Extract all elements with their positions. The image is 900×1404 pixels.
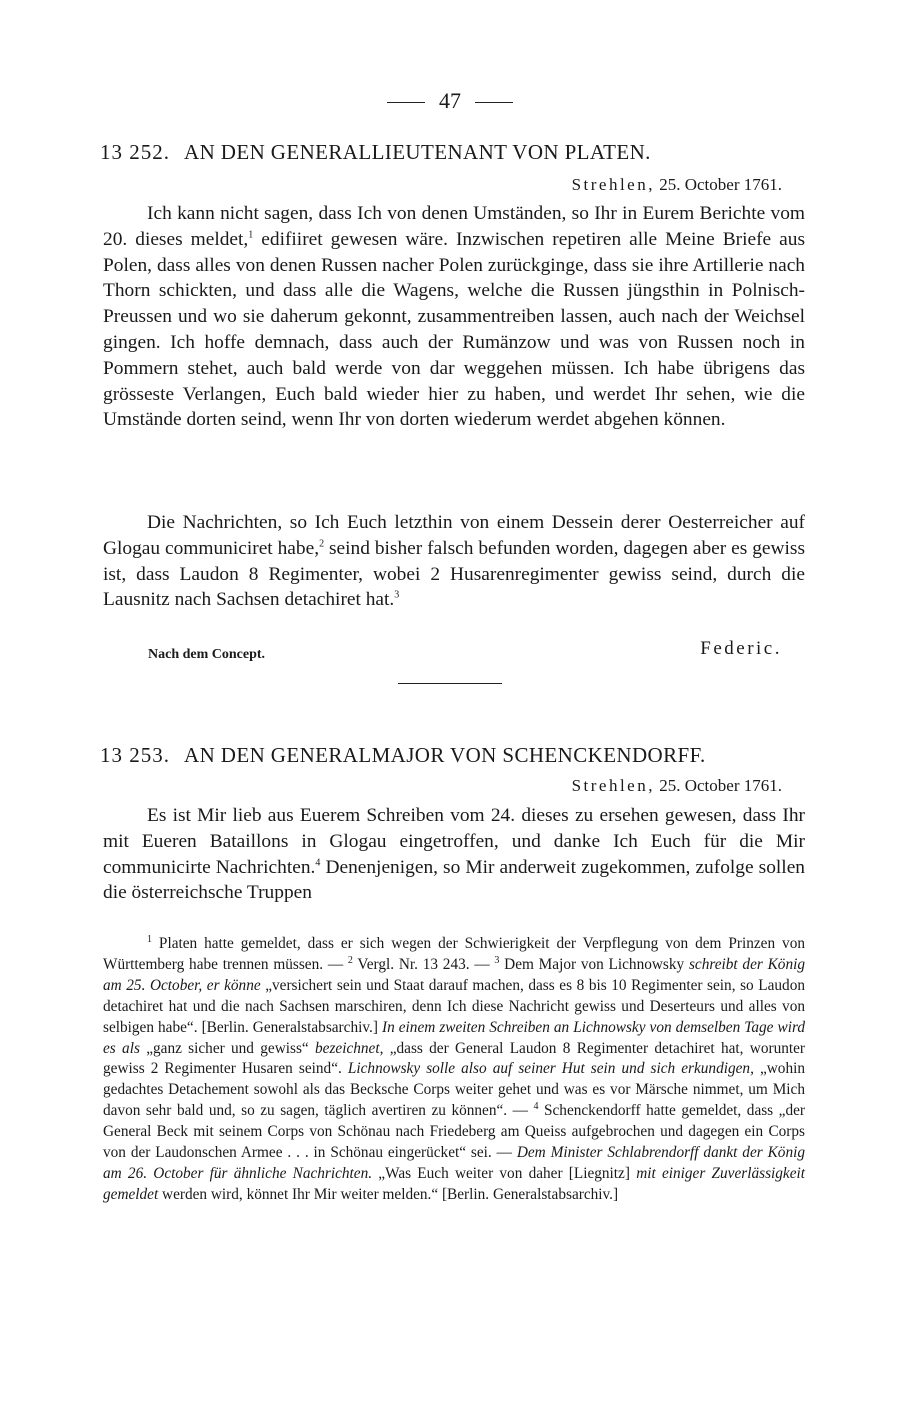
footnote-ref: 2 bbox=[319, 538, 325, 550]
date-place: Strehlen, bbox=[571, 776, 655, 795]
source-note: Nach dem Concept. bbox=[148, 647, 266, 662]
section-divider bbox=[398, 683, 502, 684]
dash-left bbox=[387, 102, 425, 103]
letter-recipient: AN DEN GENERALMAJOR VON SCHENCKENDORFF. bbox=[184, 743, 706, 767]
footnote-number: 3 bbox=[494, 954, 500, 966]
date-value: 25. October 1761. bbox=[659, 776, 782, 795]
letter-heading-2 bbox=[100, 743, 805, 768]
letter-body-paragraph: Ich kann nicht sagen, dass Ich von denen Umständen, so Ihr in Eurem Berichte vom 20. dieses meldet,$^1$ edifiiret gewesen wäre. Inzwischen repetiren alle Meine Briefe aus Polen, dass alles von denen Russen nacher Polen zurückginge, dass sie ihre Artillerie nach Thorn schickten, und dass alle die Wagens, welche die Russen jüngsthin in Polnisch-Preussen und wo sie daherum gekonnt, zusammentreiben lassen, auch nach der Weichsel gingen. Ich hoffe demnach, dass auch der Rumänzow und was von Russen noch in Pommern stehet, auch bald werde von dar weggehen müssen. Ich habe übrigens das grösseste Verlangen, Euch bald wieder hier zu haben, und werdet Ihr sehen, wie die Umstände dorten seind, wenn Ihr von dorten wiederum werdet abgehen können. bbox=[103, 203, 805, 431]
footnote-number: 2 bbox=[347, 954, 353, 966]
date-value: 25. October 1761. bbox=[659, 175, 782, 194]
footnotes: $^1$ Platen hatte gemeldet, dass er sich wegen der Schwierigkeit der Verpflegung von dem Prinzen von Württemberg habe trennen müssen. — $^2$ Vergl. Nr. 13 243. — $^3$ Dem Major von Lichnowsky schreibt der König am 25. October, er könne „versichert sein und Staat darauf machen, dass es 8 bis 10 Regimenter sein, so Laudon detachiret hat und die nach Sachsen marschiren, denn Ich diese Nachricht gewiss und Deserteurs und alles von selbigen habe“. [Berlin. Generalstabsarchiv.] In einem zweiten Schreiben an Lichnowsky von demselben Tage wird es als „ganz sicher und gewiss“ bezeichnet, „dass der General Laudon 8 Regimenter detachiret hat, worunter gewiss 2 Regimenter Husaren seind“. Lichnowsky solle also auf seiner Hut sein und sich erkundigen, „wohin gedachtes Detachement sowohl als das Becksche Corps weiter gehet und was es vor Märsche nimmet, um Mich davon sehr bald und, so zu sagen, täglich avertiren zu können“. — $^4$ Schenckendorff hatte gemeldet, dass „der General Beck mit seinem Corps von Schönau nach Friedeberg am Queiss aufgebrochen und dagegen ein Corps von der Laudonschen Armee . . . in Schönau eingerücket“ sei. — Dem Minister Schlabrendorff dankt der König am 26. October für ähnliche Nachrichten. „Was Euch weiter von daher [Liegnitz] mit einiger Zuverlässigkeit gemeldet werden wird, könnet Ihr Mir weiter melden.“ [Berlin. Generalstabsarchiv.] bbox=[103, 933, 806, 1203]
footnote-ref: 3 bbox=[394, 589, 400, 601]
letter-body-paragraph: Es ist Mir lieb aus Euerem Schreiben vom 24. dieses zu ersehen gewesen, dass Ihr mit Eueren Bataillons in Glogau eingetroffen, und danke Ich Euch für die Mir communicirte Nachrichten.$^4$ Denenjenigen, so Mir anderweit zugekommen, zufolge sollen die österreichsche Truppen bbox=[103, 805, 805, 904]
footnote-ref: 1 bbox=[248, 229, 254, 241]
letter-number: 13 252. bbox=[100, 140, 170, 164]
letter-number: 13 253. bbox=[100, 743, 170, 767]
footnote-ref: 4 bbox=[315, 857, 321, 869]
signature: Federic. bbox=[700, 638, 782, 659]
letter-heading-1 bbox=[100, 140, 805, 165]
footnote-number: 1 bbox=[147, 933, 152, 945]
dateline-1 bbox=[572, 175, 782, 195]
dash-right bbox=[475, 102, 513, 103]
page-number: 47 bbox=[0, 88, 900, 114]
date-place: Strehlen, bbox=[571, 175, 655, 194]
letter-recipient: AN DEN GENERALLIEUTENANT VON PLATEN. bbox=[184, 140, 651, 164]
dateline-2 bbox=[572, 776, 782, 796]
footnote-number: 4 bbox=[533, 1101, 539, 1113]
letter-body-paragraph: Die Nachrichten, so Ich Euch letzthin von einem Dessein derer Oesterreicher auf Glogau communiciret habe,$^2$ seind bisher falsch befunden worden, dagegen aber es gewiss ist, dass Laudon 8 Regimenter, wobei 2 Husarenregimenter gewiss seind, durch die Lausnitz nach Sachsen detachiret hat.$^3$ bbox=[103, 512, 805, 611]
